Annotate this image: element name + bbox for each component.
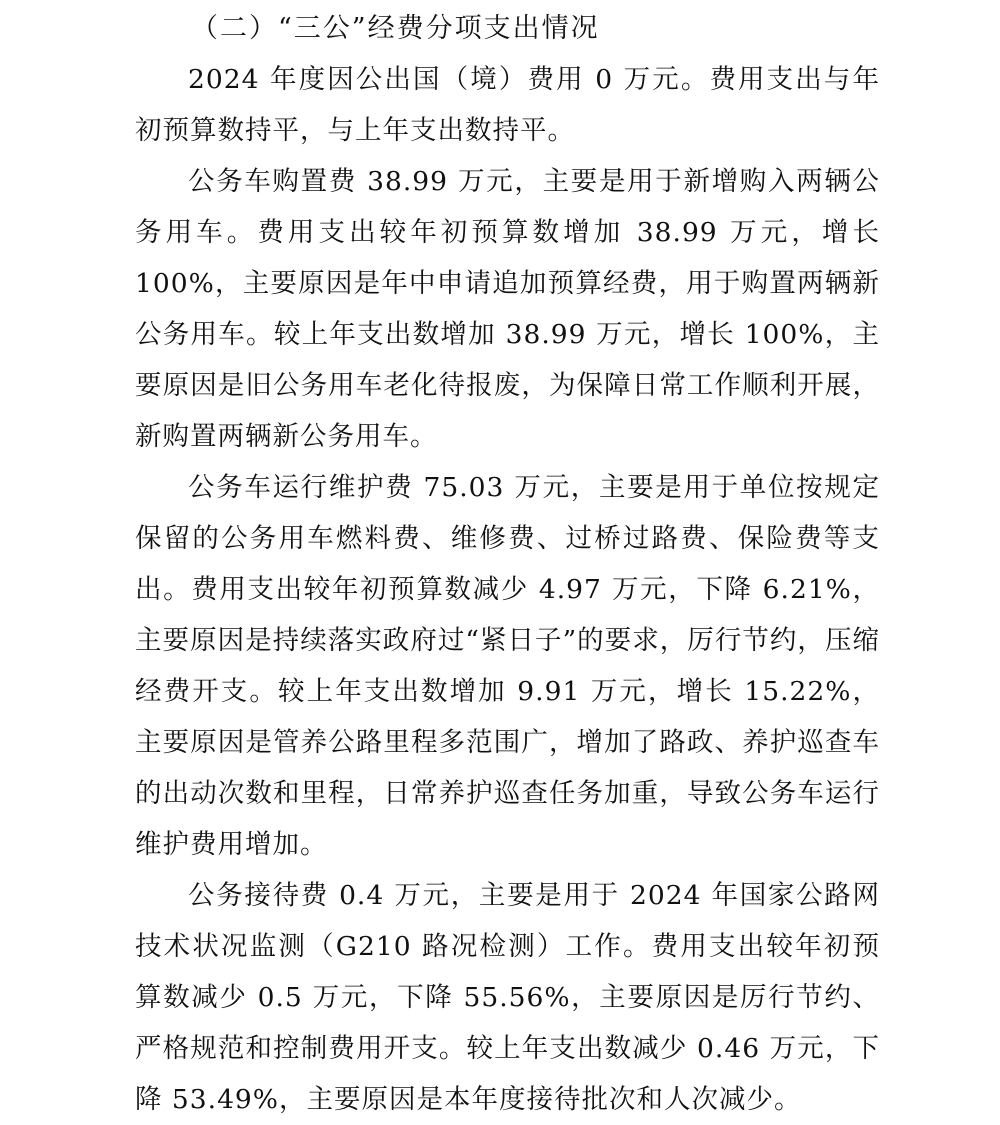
paragraph-overseas-travel: 2024 年度因公出国（境）费用 0 万元。费用支出与年初预算数持平，与上年支出数持平。 [135, 64, 880, 146]
paragraph-vehicle-maintenance: 公务车运行维护费 75.03 万元，主要是用于单位按规定保留的公务用车燃料费、维修费、过桥过路费、保险费等支出。费用支出较年初预算数减少 4.97 万元，下降 6.21%，主要原因是持续落实政府过“紧日子”的要求，厉行节约，压缩经费开支。较上年支出数增加 9.91 万元，增长 15.22%，主要原因是管养公路里程多范围广，增加了路政、养护巡查车的出动次数和里程，日常养护巡查任务加重，导致公务车运行维护费用增加。 [135, 472, 880, 860]
paragraph-official-reception: 公务接待费 0.4 万元，主要是用于 2024 年国家公路网技术状况监测（G210 路况检测）工作。费用支出较年初预算数减少 0.5 万元，下降 55.56%，主要原因是厉行节约、严格规范和控制费用开支。较上年支出数减少 0.46 万元，下降 53.49%，主要原因是本年度接待批次和人次减少。 [135, 880, 880, 1115]
paragraph-vehicle-purchase: 公务车购置费 38.99 万元，主要是用于新增购入两辆公务用车。费用支出较年初预算数增加 38.99 万元，增长 100%，主要原因是年中申请追加预算经费，用于购置两辆新公务用车。较上年支出数增加 38.99 万元，增长 100%，主要原因是旧公务用车老化待报废，为保障日常工作顺利开展，新购置两辆新公务用车。 [135, 166, 880, 452]
section-heading: （二）“三公”经费分项支出情况 [191, 13, 600, 44]
document-page [135, 4, 880, 1125]
